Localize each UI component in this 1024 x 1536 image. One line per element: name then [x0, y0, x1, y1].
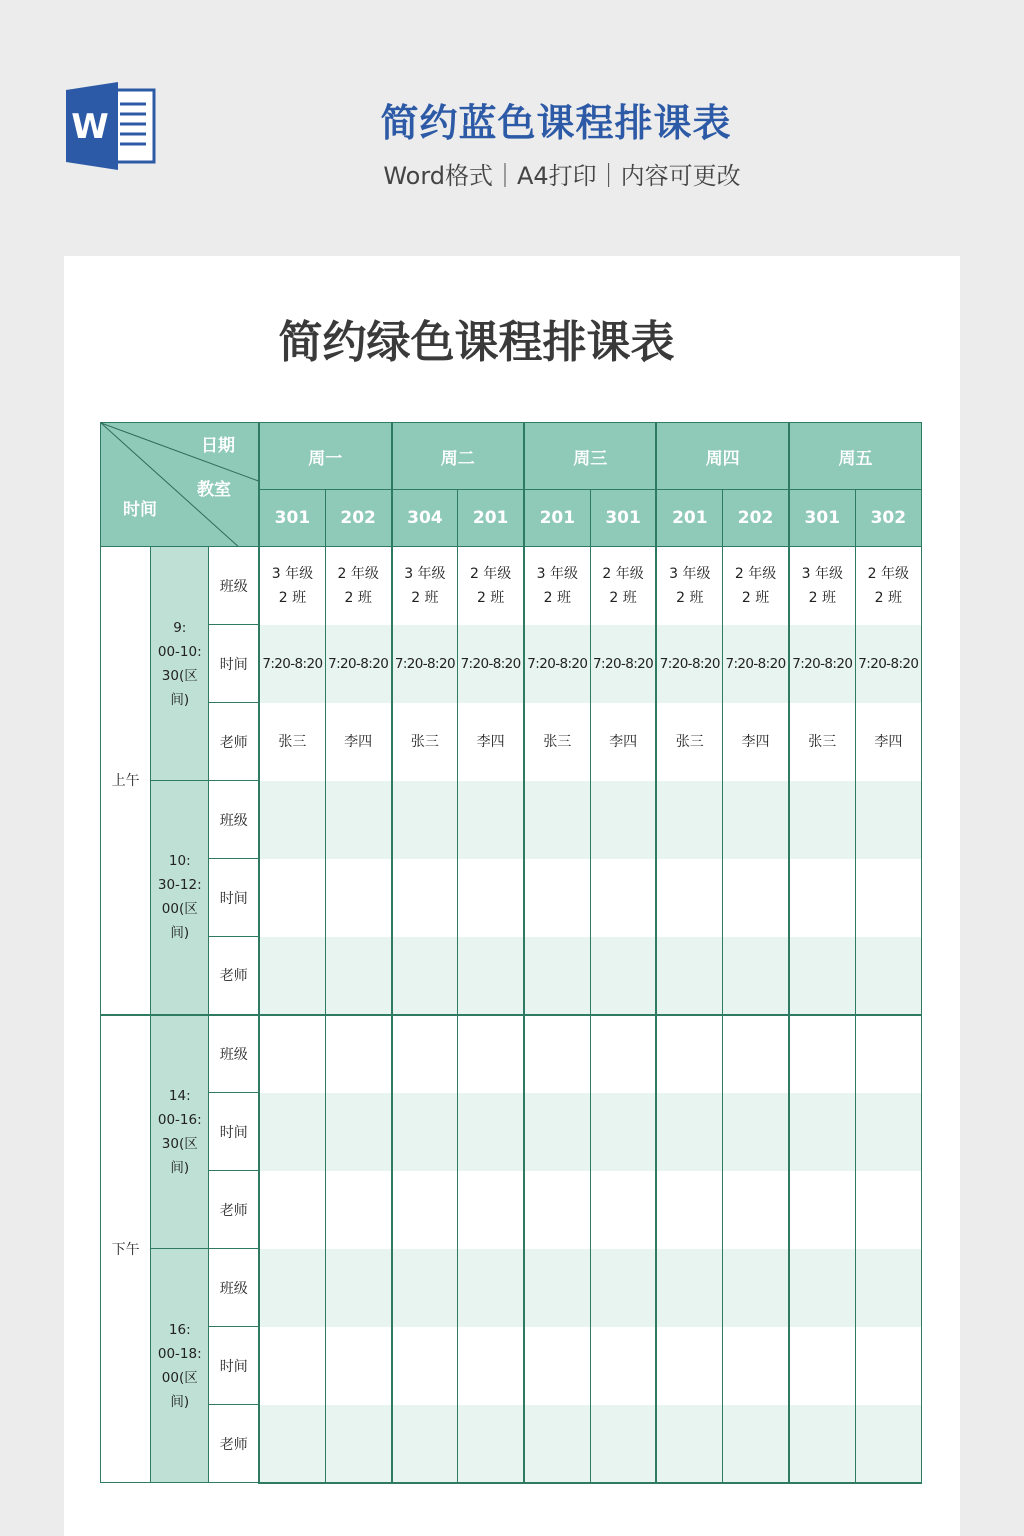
schedule-cell[interactable] [392, 1015, 458, 1093]
schedule-cell[interactable] [392, 1405, 458, 1483]
schedule-cell[interactable] [259, 1015, 325, 1093]
schedule-row [101, 703, 922, 781]
schedule-cell[interactable] [723, 1093, 789, 1171]
row-kind-label: 老师 [209, 1171, 259, 1249]
schedule-row [101, 1015, 922, 1093]
schedule-cell[interactable] [723, 1327, 789, 1405]
schedule-cell[interactable]: 3 年级 2 班 [656, 547, 722, 625]
schedule-cell[interactable] [458, 1171, 524, 1249]
schedule-cell[interactable]: 3 年级 2 班 [789, 547, 855, 625]
schedule-cell[interactable] [656, 1327, 722, 1405]
room-header: 202 [325, 490, 391, 547]
schedule-cell[interactable] [656, 859, 722, 937]
corner-room-label: 教室 [197, 480, 231, 500]
schedule-cell[interactable] [855, 859, 921, 937]
schedule-row [101, 1171, 922, 1249]
schedule-cell[interactable] [524, 859, 590, 937]
room-header: 201 [458, 490, 524, 547]
row-kind-label: 时间 [209, 1093, 259, 1171]
schedule-cell[interactable]: 7:20-8:20 [458, 625, 524, 703]
schedule-cell[interactable] [590, 859, 656, 937]
schedule-cell[interactable]: 7:20-8:20 [259, 625, 325, 703]
schedule-cell[interactable]: 李四 [723, 703, 789, 781]
schedule-cell[interactable] [392, 937, 458, 1015]
schedule-row [101, 781, 922, 859]
schedule-cell[interactable]: 2 年级 2 班 [325, 547, 391, 625]
schedule-cell[interactable] [259, 781, 325, 859]
schedule-cell[interactable]: 7:20-8:20 [723, 625, 789, 703]
schedule-cell[interactable] [259, 1171, 325, 1249]
schedule-cell[interactable] [392, 859, 458, 937]
schedule-cell[interactable]: 7:20-8:20 [789, 625, 855, 703]
schedule-cell[interactable] [789, 1249, 855, 1327]
schedule-cell[interactable] [789, 781, 855, 859]
schedule-cell[interactable]: 李四 [325, 703, 391, 781]
row-kind-label: 时间 [209, 1327, 259, 1405]
room-header: 304 [392, 490, 458, 547]
schedule-cell[interactable] [524, 1093, 590, 1171]
period-label: 下午 [101, 1015, 151, 1483]
row-kind-label: 老师 [209, 937, 259, 1015]
schedule-cell[interactable] [524, 937, 590, 1015]
schedule-cell[interactable] [458, 1093, 524, 1171]
time-slot-label: 16: 00-18: 00(区 间) [151, 1249, 209, 1483]
schedule-cell[interactable] [458, 937, 524, 1015]
schedule-row [101, 625, 922, 703]
schedule-cell[interactable] [855, 1249, 921, 1327]
schedule-cell[interactable] [392, 1171, 458, 1249]
schedule-row [101, 547, 922, 625]
schedule-cell[interactable] [590, 1249, 656, 1327]
schedule-cell[interactable] [723, 1015, 789, 1093]
schedule-cell[interactable] [855, 781, 921, 859]
schedule-cell[interactable] [723, 1249, 789, 1327]
schedule-row [101, 1327, 922, 1405]
schedule-cell[interactable]: 7:20-8:20 [855, 625, 921, 703]
day-header: 周一 [259, 423, 391, 490]
schedule-cell[interactable]: 张三 [656, 703, 722, 781]
schedule-cell[interactable] [458, 1405, 524, 1483]
schedule-cell[interactable]: 3 年级 2 班 [524, 547, 590, 625]
schedule-cell[interactable] [590, 1405, 656, 1483]
schedule-cell[interactable] [723, 781, 789, 859]
schedule-row [101, 937, 922, 1015]
corner-date-label: 日期 [201, 436, 235, 456]
schedule-cell[interactable] [325, 1093, 391, 1171]
schedule-cell[interactable] [392, 1249, 458, 1327]
row-kind-label: 老师 [209, 703, 259, 781]
schedule-cell[interactable] [789, 1093, 855, 1171]
schedule-cell[interactable] [325, 1249, 391, 1327]
banner-subtitle: Word格式｜A4打印｜内容可更改 [383, 162, 741, 190]
schedule-cell[interactable] [524, 1327, 590, 1405]
schedule-cell[interactable] [524, 1249, 590, 1327]
schedule-cell[interactable] [656, 1171, 722, 1249]
schedule-cell[interactable] [590, 1171, 656, 1249]
schedule-cell[interactable] [855, 1015, 921, 1093]
schedule-row [101, 1249, 922, 1327]
room-header: 201 [656, 490, 722, 547]
schedule-cell[interactable] [325, 937, 391, 1015]
room-header: 202 [723, 490, 789, 547]
schedule-cell[interactable] [789, 1171, 855, 1249]
schedule-cell[interactable] [392, 781, 458, 859]
schedule-cell[interactable] [789, 859, 855, 937]
schedule-cell[interactable] [656, 781, 722, 859]
schedule-cell[interactable]: 李四 [855, 703, 921, 781]
schedule-cell[interactable] [524, 1015, 590, 1093]
schedule-cell[interactable] [325, 1405, 391, 1483]
schedule-cell[interactable] [590, 937, 656, 1015]
schedule-cell[interactable]: 张三 [392, 703, 458, 781]
schedule-cell[interactable]: 张三 [259, 703, 325, 781]
schedule-cell[interactable] [458, 1327, 524, 1405]
schedule-cell[interactable] [259, 1405, 325, 1483]
schedule-cell[interactable] [723, 1171, 789, 1249]
schedule-cell[interactable] [590, 781, 656, 859]
schedule-cell[interactable] [855, 1327, 921, 1405]
schedule-table [100, 422, 922, 1484]
schedule-cell[interactable] [458, 1249, 524, 1327]
schedule-cell[interactable] [723, 937, 789, 1015]
schedule-cell[interactable] [524, 1405, 590, 1483]
schedule-cell[interactable]: 张三 [789, 703, 855, 781]
schedule-cell[interactable]: 3 年级 2 班 [392, 547, 458, 625]
schedule-cell[interactable]: 2 年级 2 班 [855, 547, 921, 625]
schedule-cell[interactable] [524, 1171, 590, 1249]
corner-diagonal-lines [101, 423, 259, 547]
corner-time-label: 时间 [123, 500, 157, 520]
day-header: 周五 [789, 423, 922, 490]
schedule-row [101, 1405, 922, 1483]
schedule-row [101, 1093, 922, 1171]
schedule-cell[interactable] [325, 859, 391, 937]
schedule-cell[interactable] [259, 859, 325, 937]
row-kind-label: 老师 [209, 1405, 259, 1483]
schedule-cell[interactable] [458, 781, 524, 859]
time-slot-label: 14: 00-16: 30(区 间) [151, 1015, 209, 1249]
schedule-cell[interactable] [325, 1171, 391, 1249]
schedule-cell[interactable]: 李四 [458, 703, 524, 781]
row-kind-label: 班级 [209, 1015, 259, 1093]
schedule-cell[interactable]: 2 年级 2 班 [458, 547, 524, 625]
schedule-cell[interactable]: 7:20-8:20 [524, 625, 590, 703]
schedule-cell[interactable] [656, 1093, 722, 1171]
schedule-cell[interactable] [855, 1093, 921, 1171]
time-slot-label: 9: 00-10: 30(区 间) [151, 547, 209, 781]
schedule-cell[interactable] [458, 1015, 524, 1093]
room-header: 302 [855, 490, 921, 547]
room-header: 301 [259, 490, 325, 547]
schedule-cell[interactable] [392, 1327, 458, 1405]
schedule-cell[interactable] [723, 859, 789, 937]
schedule-cell[interactable]: 张三 [524, 703, 590, 781]
row-kind-label: 班级 [209, 547, 259, 625]
row-kind-label: 班级 [209, 781, 259, 859]
schedule-cell[interactable] [656, 937, 722, 1015]
schedule-cell[interactable]: 李四 [590, 703, 656, 781]
schedule-cell[interactable] [723, 1405, 789, 1483]
schedule-cell[interactable] [590, 1093, 656, 1171]
period-label: 上午 [101, 547, 151, 1015]
row-kind-label: 班级 [209, 1249, 259, 1327]
banner-title: 简约蓝色课程排课表 [380, 101, 732, 145]
schedule-cell[interactable] [259, 1327, 325, 1405]
schedule-cell[interactable]: 7:20-8:20 [392, 625, 458, 703]
schedule-cell[interactable] [855, 937, 921, 1015]
schedule-cell[interactable] [325, 781, 391, 859]
schedule-cell[interactable]: 7:20-8:20 [590, 625, 656, 703]
schedule-cell[interactable] [524, 781, 590, 859]
corner-header [101, 423, 260, 547]
row-kind-label: 时间 [209, 625, 259, 703]
header-row-days [101, 423, 922, 490]
schedule-cell[interactable] [855, 1405, 921, 1483]
word-icon-letter: W [71, 107, 109, 147]
schedule-cell[interactable] [590, 1015, 656, 1093]
schedule-row [101, 859, 922, 937]
schedule-cell[interactable] [656, 1405, 722, 1483]
room-header: 301 [789, 490, 855, 547]
schedule-cell[interactable] [325, 1327, 391, 1405]
row-kind-label: 时间 [209, 859, 259, 937]
schedule-cell[interactable] [789, 1015, 855, 1093]
schedule-cell[interactable] [259, 937, 325, 1015]
schedule-cell[interactable]: 3 年级 2 班 [259, 547, 325, 625]
schedule-cell[interactable] [789, 1327, 855, 1405]
schedule-cell[interactable] [325, 1015, 391, 1093]
schedule-cell[interactable] [458, 859, 524, 937]
schedule-cell[interactable] [855, 1171, 921, 1249]
schedule-cell[interactable]: 7:20-8:20 [656, 625, 722, 703]
schedule-cell[interactable] [789, 1405, 855, 1483]
room-header: 201 [524, 490, 590, 547]
schedule-cell[interactable] [259, 1093, 325, 1171]
day-header: 周二 [392, 423, 524, 490]
room-header: 301 [590, 490, 656, 547]
schedule-cell[interactable] [392, 1093, 458, 1171]
day-header: 周四 [656, 423, 788, 490]
schedule-cell[interactable]: 2 年级 2 班 [723, 547, 789, 625]
schedule-cell[interactable] [789, 937, 855, 1015]
schedule-cell[interactable]: 2 年级 2 班 [590, 547, 656, 625]
schedule-cell[interactable] [656, 1249, 722, 1327]
schedule-cell[interactable] [259, 1249, 325, 1327]
document-title: 简约绿色课程排课表 [278, 317, 675, 368]
schedule-cell[interactable] [656, 1015, 722, 1093]
schedule-cell[interactable]: 7:20-8:20 [325, 625, 391, 703]
schedule-cell[interactable] [590, 1327, 656, 1405]
day-header: 周三 [524, 423, 656, 490]
time-slot-label: 10: 30-12: 00(区 间) [151, 781, 209, 1015]
